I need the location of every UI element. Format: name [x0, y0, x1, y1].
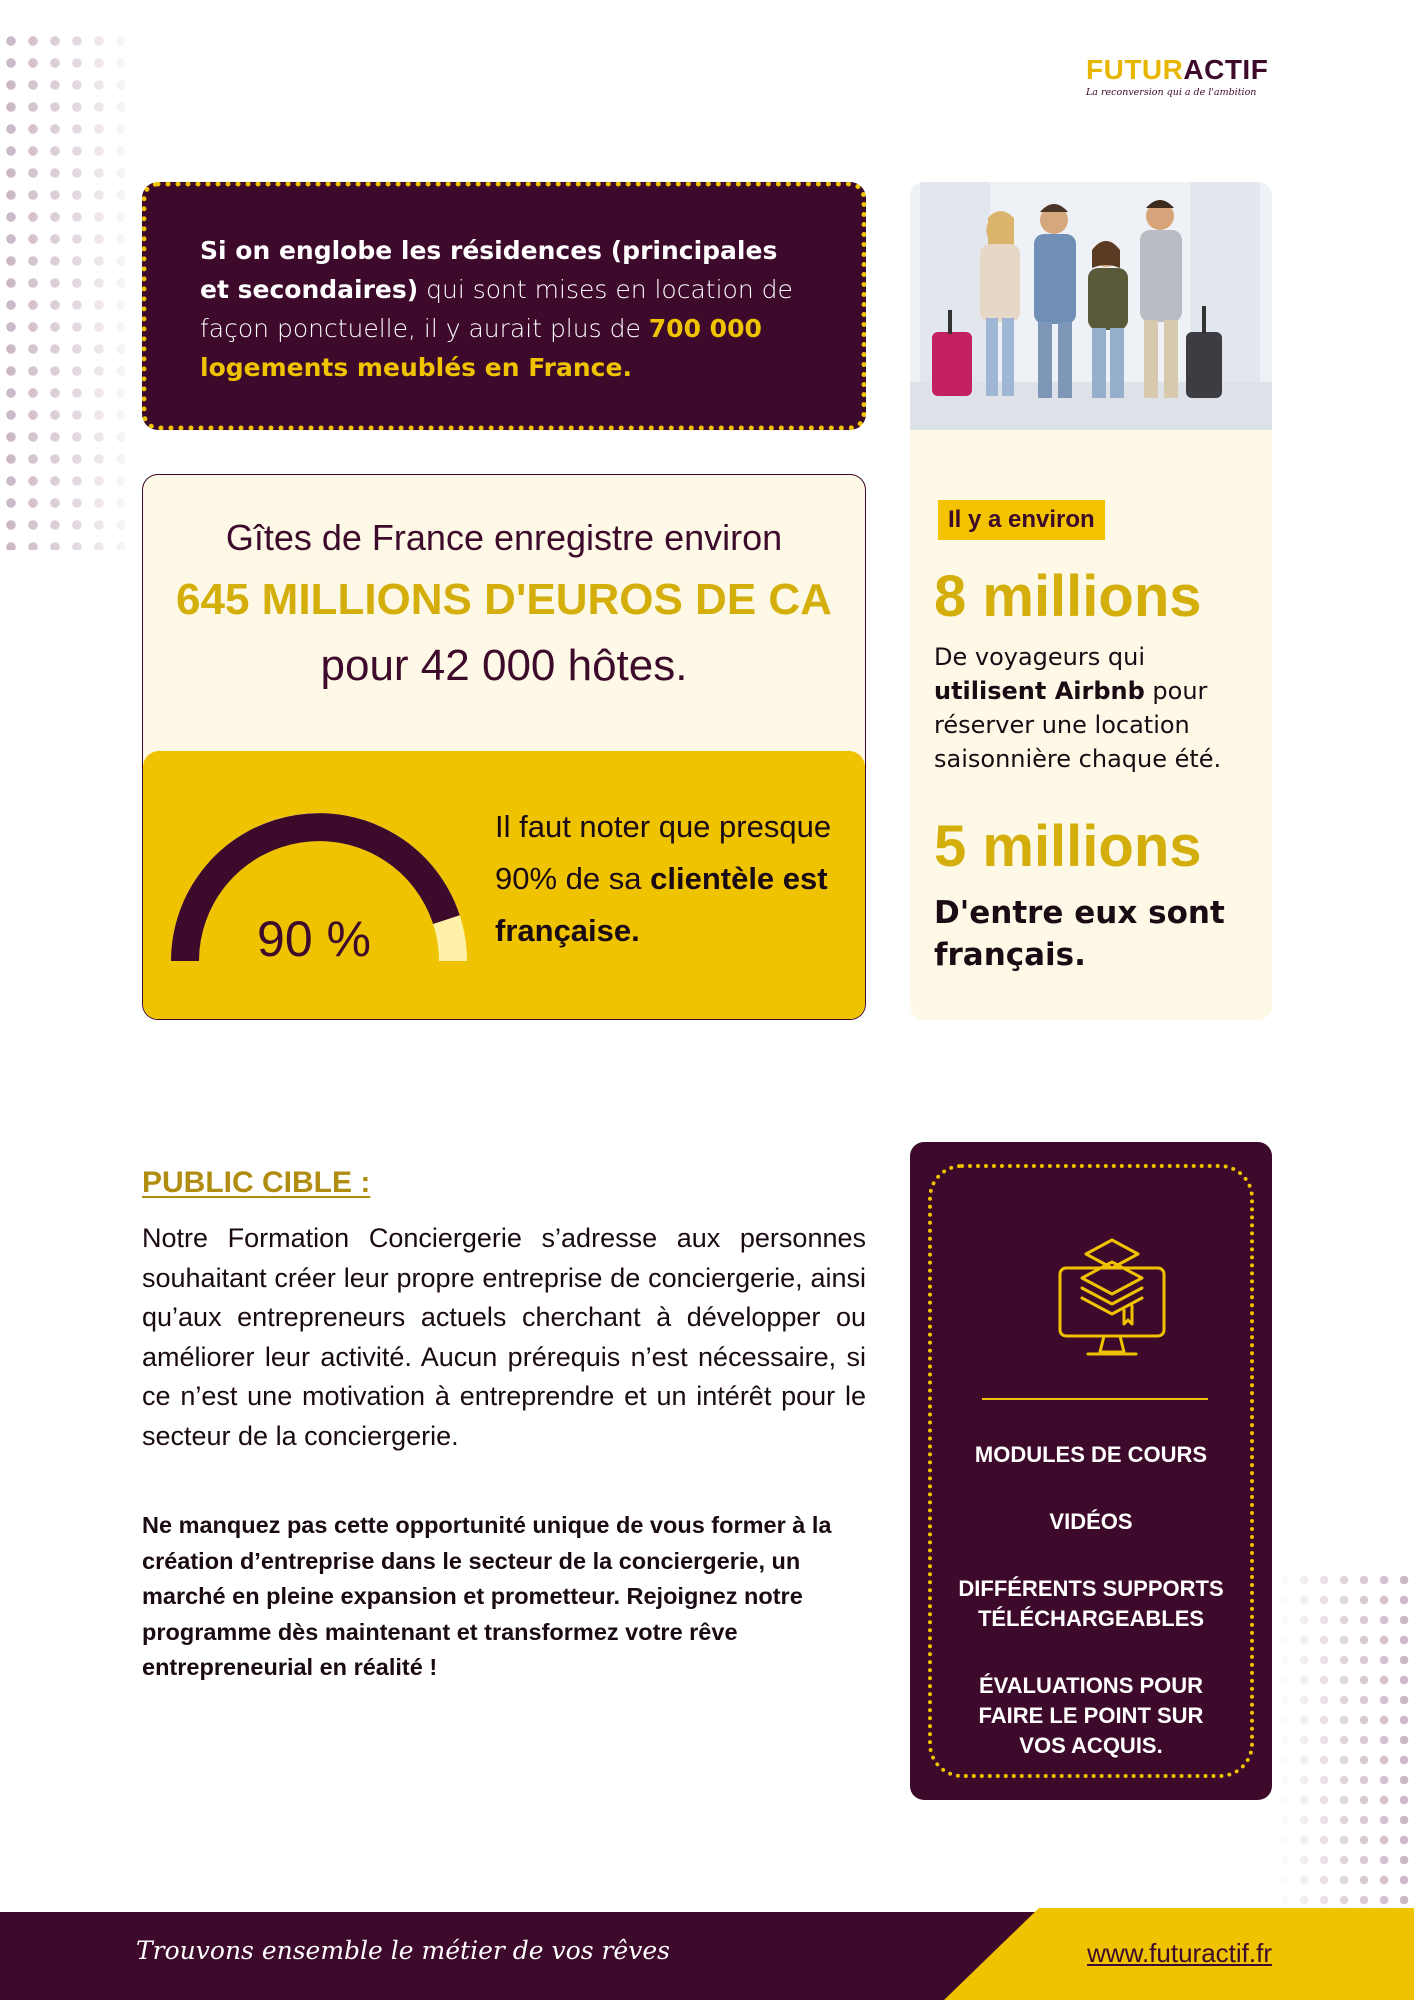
footer-website-link[interactable]: www.futuractif.fr [1087, 1938, 1272, 1968]
airbnb-text-post: pour réserver une location saisonnière chaque été. [934, 677, 1222, 773]
travelers-photo [910, 182, 1272, 430]
gites-note-pre: Il faut noter que presque 90% de sa [495, 809, 832, 896]
gites-clientele-panel [143, 751, 865, 1020]
module-item-videos: VIDÉOS [1049, 1509, 1133, 1534]
intro-text [200, 231, 811, 387]
logo-futur-text: FUTUR [1086, 54, 1184, 85]
gites-note-bold: clientèle est française. [495, 861, 828, 948]
futuractif-logo[interactable] [1086, 56, 1276, 98]
gites-revenue: 645 MILLIONS D'EUROS DE CA [176, 575, 832, 624]
gites-hosts: pour 42 000 hôtes. [320, 641, 688, 690]
course-contents-dotted-frame [928, 1164, 1254, 1778]
course-contents-card [910, 1142, 1272, 1800]
airbnb-text-pre: De voyageurs qui [934, 643, 1145, 671]
gauge-label: 90 % [257, 911, 371, 967]
gites-line-1: Gîtes de France enregistre environ [225, 517, 783, 558]
public-cible-body: Notre Formation Conciergerie s’adresse aux personnes souhaitant créer leur propre entreprise de conciergerie, ainsi qu’aux entrepreneurs actuels cherchant à développer ou améliorer leur activité. Aucun prérequis n’est nécessaire, si ce n’est une motivation à entreprendre et un intérêt pour le secteur de la conciergerie. [142, 1223, 866, 1451]
clientele-gauge [169, 801, 469, 971]
module-item-evaluations: ÉVALUATIONS POUR FAIRE LE POINT SUR VOS ACQUIS. [978, 1673, 1204, 1758]
airbnb-badge: Il y a environ [938, 500, 1105, 540]
intro-highlight-box [142, 182, 866, 430]
airbnb-stat-8-millions: 8 millions [934, 564, 1202, 629]
footer-slogan: Trouvons ensemble le métier de vos rêves [136, 1936, 670, 1965]
logo-actif-text: ACTIF [1183, 54, 1269, 85]
decorative-dots-right [1274, 1570, 1414, 1910]
intro-middle: qui sont mises en location de façon ponctuelle, il y aurait plus de [200, 275, 793, 343]
travelers-illustration [910, 182, 1272, 430]
books-computer-icon [1042, 1228, 1182, 1368]
module-item-downloads: DIFFÉRENTS SUPPORTS TÉLÉCHARGEABLES [958, 1576, 1224, 1631]
decorative-dots-left [0, 30, 140, 550]
airbnb-text-bold: utilisent Airbnb [934, 677, 1145, 705]
airbnb-description [934, 640, 1264, 776]
module-item-courses: MODULES DE COURS [974, 1442, 1208, 1467]
gites-de-france-card [142, 474, 866, 1020]
gites-clientele-note [495, 801, 855, 957]
course-contents-list [932, 1440, 1250, 1798]
airbnb-stat-5-millions: 5 millions [934, 814, 1202, 879]
logo-tagline: La reconversion qui a de l'ambition [1086, 87, 1257, 98]
intro-bold-start: Si on englobe les résidences (principales et secondaires) [200, 236, 778, 304]
airbnb-stats-card [910, 430, 1272, 1020]
public-cible-cta: Ne manquez pas cette opportunité unique de vous former à la création d’entreprise dans le secteur de la conciergerie, un marché en pleine expansion et prometteur. Rejoignez notre programme dès maintenant et transformez votre rêve entrepreneurial en réalité ! [142, 1512, 832, 1680]
airbnb-french-share: D'entre eux sont français. [934, 895, 1225, 973]
public-cible-title: PUBLIC CIBLE : [142, 1166, 371, 1199]
intro-highlight: 700 000 logements meublés en France. [200, 314, 762, 382]
course-contents-divider [982, 1398, 1208, 1400]
